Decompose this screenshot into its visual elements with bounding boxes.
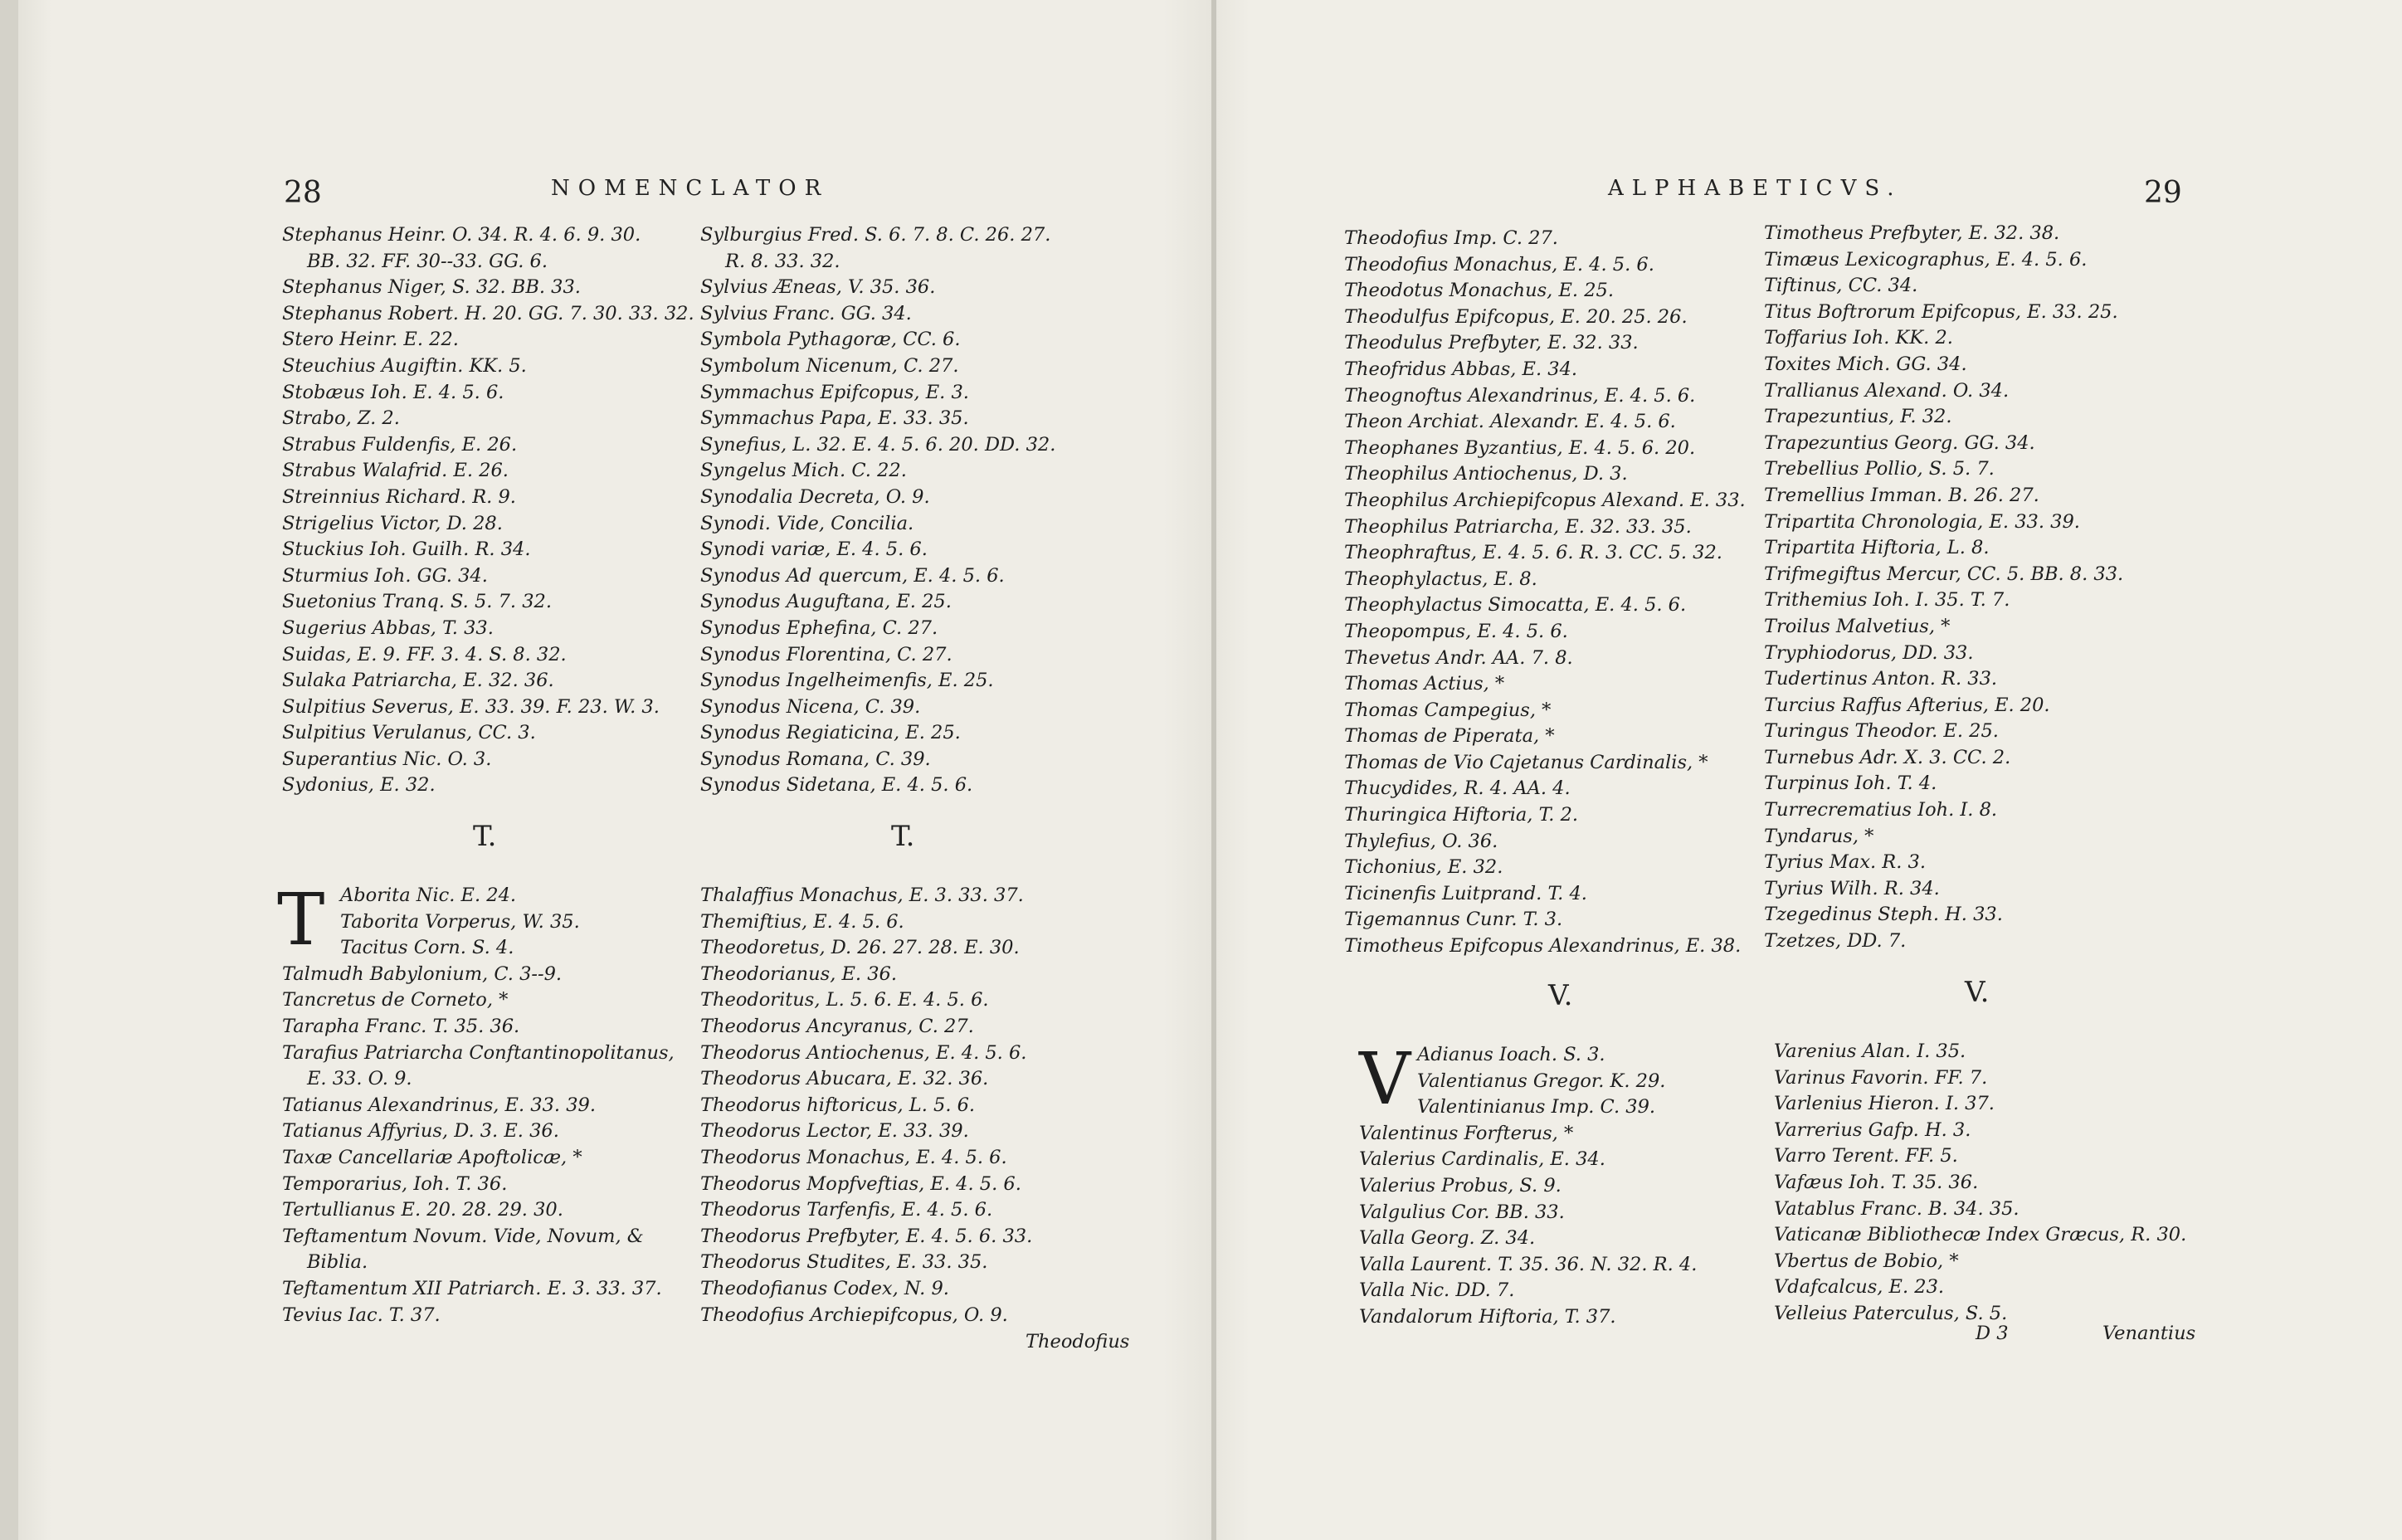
index-entry: Tremellius Imman. B. 26. 27.: [1764, 484, 2039, 506]
index-entry: Theodorus Abucara, E. 32. 36.: [700, 1068, 989, 1090]
index-entry: Theodorus Studites, E. 33. 35.: [700, 1251, 988, 1274]
index-entry: Trithemius Ioh. I. 35. T. 7.: [1764, 589, 2010, 612]
section-letter: T.: [473, 820, 497, 853]
index-entry: Varrerius Gafp. H. 3.: [1774, 1118, 1971, 1141]
index-entry: Theodofius Monachus, E. 4. 5. 6.: [1344, 253, 1654, 275]
index-entry: R. 8. 33. 32.: [725, 250, 840, 272]
index-entry: Tripartita Hiftoria, L. 8.: [1764, 537, 1990, 559]
index-entry: Synodi. Vide, Concilia.: [700, 512, 914, 534]
index-entry: Synodalia Decreta, O. 9.: [700, 485, 930, 508]
index-entry: Theon Archiat. Alexandr. E. 4. 5. 6.: [1344, 411, 1676, 433]
index-entry: BB. 32. FF. 30--33. GG. 6.: [307, 250, 548, 272]
section-letter: V.: [1548, 979, 1573, 1012]
index-column-right-b-t: [1764, 221, 2195, 955]
index-entry: Theodorus Antiochenus, E. 4. 5. 6.: [700, 1041, 1027, 1064]
index-entry: Theodoretus, D. 26. 27. 28. E. 30.: [700, 937, 1020, 959]
index-entry: Tiftinus, CC. 34.: [1764, 275, 1918, 297]
section-letter: V.: [1965, 976, 1990, 1009]
index-entry: Sulaka Patriarcha, E. 32. 36.: [282, 670, 554, 692]
index-entry: Tancretus de Corneto, *: [282, 989, 509, 1011]
index-entry: Vafæus Ioh. T. 35. 36.: [1774, 1171, 1979, 1193]
index-entry: Theofridus Abbas, E. 34.: [1344, 358, 1578, 380]
index-entry: Ticinenfis Luitprand. T. 4.: [1344, 882, 1587, 904]
index-entry: Turingus Theodor. E. 25.: [1764, 720, 1999, 743]
index-entry: Biblia.: [307, 1251, 368, 1274]
index-entry: Theodulus Prefbyter, E. 32. 33.: [1344, 332, 1639, 354]
index-entry: Strabus Walafrid. E. 26.: [282, 460, 509, 482]
index-entry: Thevetus Andr. AA. 7. 8.: [1344, 646, 1573, 669]
index-entry: Valentianus Gregor. K. 29.: [1417, 1070, 1666, 1092]
index-entry: Sulpitius Verulanus, CC. 3.: [282, 722, 536, 744]
index-entry: Theodorus Mopfveftias, E. 4. 5. 6.: [700, 1172, 1021, 1195]
index-entry: Themiftius, E. 4. 5. 6.: [700, 910, 904, 933]
index-entry: Vaticanæ Bibliothecæ Index Græcus, R. 30.: [1774, 1224, 2187, 1246]
index-entry: Syngelus Mich. C. 22.: [700, 460, 907, 482]
index-entry: Vdafcalcus, E. 23.: [1774, 1276, 1945, 1299]
index-entry: Sydonius, E. 32.: [282, 774, 436, 797]
index-entry: Sulpitius Severus, E. 33. 39. F. 23. W. 3.: [282, 695, 660, 718]
index-entry: Theophilus Patriarcha, E. 32. 33. 35.: [1344, 515, 1692, 538]
index-entry: Superantius Nic. O. 3.: [282, 748, 492, 770]
index-entry: Timæus Lexicographus, E. 4. 5. 6.: [1764, 248, 2088, 270]
index-entry: Tatianus Alexandrinus, E. 33. 39.: [282, 1094, 596, 1116]
index-entry: Toxites Mich. GG. 34.: [1764, 353, 1967, 375]
index-entry: Symmachus Epifcopus, E. 3.: [700, 381, 969, 403]
index-entry: Temporarius, Ioh. T. 36.: [282, 1172, 508, 1195]
index-entry: Theophraftus, E. 4. 5. 6. R. 3. CC. 5. 32.: [1344, 542, 1722, 564]
index-entry: Stero Heinr. E. 22.: [282, 329, 459, 351]
index-entry: Theodorus Tarfenfis, E. 4. 5. 6.: [700, 1199, 993, 1221]
index-column-left-b-s: [700, 222, 1132, 799]
index-entry: Turrecrematius Ioh. I. 8.: [1764, 799, 1998, 821]
index-entry: Taxæ Cancellariæ Apoftolicæ, *: [282, 1146, 582, 1168]
index-entry: Stephanus Heinr. O. 34. R. 4. 6. 9. 30.: [282, 224, 641, 246]
index-entry: Thomas Campegius, *: [1344, 699, 1552, 721]
index-entry: Thucydides, R. 4. AA. 4.: [1344, 777, 1571, 800]
index-entry: Tevius Iac. T. 37.: [282, 1304, 441, 1326]
index-entry: Thomas de Vio Cajetanus Cardinalis, *: [1344, 751, 1708, 773]
index-column-left-b-t: [700, 883, 1132, 1328]
right-page: [1216, 0, 2402, 1540]
index-entry: Stephanus Robert. H. 20. GG. 7. 30. 33. 32.: [282, 302, 694, 324]
index-entry: Theodorus Monachus, E. 4. 5. 6.: [700, 1146, 1007, 1168]
index-entry: Tatianus Affyrius, D. 3. E. 36.: [282, 1120, 559, 1143]
index-entry: Vbertus de Bobio, *: [1774, 1250, 1959, 1272]
index-entry: Tyndarus, *: [1764, 825, 1874, 847]
index-entry: Tichonius, E. 32.: [1344, 856, 1503, 879]
index-entry: Suetonius Tranq. S. 5. 7. 32.: [282, 591, 552, 613]
index-entry: Tarapha Franc. T. 35. 36.: [282, 1015, 520, 1037]
index-entry: Sylburgius Fred. S. 6. 7. 8. C. 26. 27.: [700, 224, 1051, 246]
running-head: ALPHABETICVS.: [1608, 176, 1903, 201]
index-entry: Vatablus Franc. B. 34. 35.: [1774, 1197, 2020, 1220]
index-entry: Synodus Florentina, C. 27.: [700, 643, 953, 665]
index-entry: Symbolum Nicenum, C. 27.: [700, 354, 959, 377]
index-entry: Thylefius, O. 36.: [1344, 830, 1498, 852]
index-entry: Theodorus hiftoricus, L. 5. 6.: [700, 1094, 976, 1116]
index-entry: Theodofianus Codex, N. 9.: [700, 1277, 949, 1299]
index-entry: Theodorus Prefbyter, E. 4. 5. 6. 33.: [700, 1225, 1033, 1247]
index-entry: Valla Laurent. T. 35. 36. N. 32. R. 4.: [1359, 1253, 1698, 1275]
catchword: Venantius: [2102, 1323, 2196, 1344]
index-entry: Synodus Romana, C. 39.: [700, 748, 931, 770]
index-column-left-a-t: [282, 883, 697, 1328]
index-entry: Sylvius Franc. GG. 34.: [700, 302, 912, 324]
index-entry: Stuckius Ioh. Guilh. R. 34.: [282, 539, 531, 561]
index-entry: Troilus Malvetius, *: [1764, 615, 1951, 637]
index-entry: Tudertinus Anton. R. 33.: [1764, 668, 1998, 690]
index-entry: Synodus Ingelheimenfis, E. 25.: [700, 670, 994, 692]
index-entry: Turpinus Ioh. T. 4.: [1764, 772, 1937, 795]
index-column-right-a-t: [1344, 226, 1759, 960]
index-entry: Theodoritus, L. 5. 6. E. 4. 5. 6.: [700, 989, 989, 1011]
index-entry: Varenius Alan. I. 35.: [1774, 1040, 1966, 1062]
index-entry: Talmudh Babylonium, C. 3--9.: [282, 962, 563, 985]
index-entry: Timotheus Prefbyter, E. 32. 38.: [1764, 222, 2060, 244]
drop-capital: T: [277, 879, 325, 962]
index-entry: Varinus Favorin. FF. 7.: [1774, 1066, 1988, 1089]
index-entry: Stobæus Ioh. E. 4. 5. 6.: [282, 381, 504, 403]
index-entry: Varlenius Hieron. I. 37.: [1774, 1093, 1995, 1115]
index-entry: Trifmegiftus Mercur, CC. 5. BB. 8. 33.: [1764, 563, 2124, 585]
index-entry: Valla Georg. Z. 34.: [1359, 1227, 1536, 1250]
index-entry: Turcius Raffus Afterius, E. 20.: [1764, 694, 2050, 716]
index-entry: Strabo, Z. 2.: [282, 407, 400, 430]
index-entry: Trapezuntius, F. 32.: [1764, 406, 1952, 428]
index-entry: Toffarius Ioh. KK. 2.: [1764, 327, 1953, 349]
index-entry: Theodulfus Epifcopus, E. 20. 25. 26.: [1344, 305, 1688, 328]
index-entry: Thomas de Piperata, *: [1344, 725, 1555, 748]
index-entry: Synodus Sidetana, E. 4. 5. 6.: [700, 774, 973, 797]
index-entry: Trallianus Alexand. O. 34.: [1764, 379, 2010, 402]
index-entry: Turnebus Adr. X. 3. CC. 2.: [1764, 746, 2011, 768]
index-entry: Trebellius Pollio, S. 5. 7.: [1764, 458, 1995, 480]
index-entry: Theophilus Archiepifcopus Alexand. E. 33.: [1344, 489, 1746, 511]
left-page: [18, 0, 1213, 1540]
index-entry: Thomas Actius, *: [1344, 673, 1505, 695]
index-entry: E. 33. O. 9.: [307, 1068, 412, 1090]
index-entry: Sugerius Abbas, T. 33.: [282, 616, 494, 639]
index-entry: Theodofius Imp. C. 27.: [1344, 227, 1558, 249]
drop-capital: V: [1359, 1038, 1411, 1121]
index-entry: Theopompus, E. 4. 5. 6.: [1344, 620, 1568, 642]
signature-mark: D 3: [1976, 1323, 2009, 1344]
index-entry: Timotheus Epifcopus Alexandrinus, E. 38.: [1344, 935, 1742, 958]
index-entry: Steuchius Augiftin. KK. 5.: [282, 354, 527, 377]
index-entry: Synodus Ad quercum, E. 4. 5. 6.: [700, 564, 1005, 587]
index-entry: Tertullianus E. 20. 28. 29. 30.: [282, 1199, 563, 1221]
catchword: Theodofius: [1026, 1331, 1130, 1352]
section-letter: T.: [891, 820, 915, 853]
index-entry: Theophylactus Simocatta, E. 4. 5. 6.: [1344, 594, 1687, 616]
index-entry: Tyrius Max. R. 3.: [1764, 851, 1927, 874]
page-number: 29: [2144, 176, 2182, 210]
index-entry: Tyrius Wilh. R. 34.: [1764, 877, 1940, 899]
index-entry: Taborita Vorperus, W. 35.: [340, 910, 580, 933]
index-entry: Synodus Regiaticina, E. 25.: [700, 722, 961, 744]
index-entry: Teftamentum Novum. Vide, Novum, &: [282, 1225, 644, 1247]
index-entry: Trapezuntius Georg. GG. 34.: [1764, 431, 2035, 454]
index-entry: Synefius, L. 32. E. 4. 5. 6. 20. DD. 32.: [700, 433, 1056, 456]
page-number: 28: [284, 176, 322, 210]
index-entry: Tzetzes, DD. 7.: [1764, 930, 1907, 953]
index-entry: Valerius Probus, S. 9.: [1359, 1174, 1562, 1196]
index-entry: Symmachus Papa, E. 33. 35.: [700, 407, 969, 430]
index-entry: Adianus Ioach. S. 3.: [1417, 1044, 1605, 1065]
index-entry: Synodus Auguftana, E. 25.: [700, 591, 952, 613]
running-head: NOMENCLATOR: [551, 176, 830, 201]
index-column-right-b-v: [1774, 1039, 2222, 1328]
index-entry: Theodotus Monachus, E. 25.: [1344, 280, 1614, 302]
index-entry: Stephanus Niger, S. 32. BB. 33.: [282, 276, 581, 299]
index-column-right-a-v: [1359, 1038, 1774, 1331]
index-entry: Symbola Pythagoræ, CC. 6.: [700, 329, 961, 351]
index-entry: Aborita Nic. E. 24.: [340, 885, 517, 906]
index-entry: Tripartita Chronologia, E. 33. 39.: [1764, 510, 2080, 533]
index-entry: Strabus Fuldenfis, E. 26.: [282, 433, 518, 456]
index-entry: Synodi variæ, E. 4. 5. 6.: [700, 539, 928, 561]
index-entry: Valerius Cardinalis, E. 34.: [1359, 1148, 1605, 1171]
index-entry: Sylvius Æneas, V. 35. 36.: [700, 276, 936, 299]
index-entry: Varro Terent. FF. 5.: [1774, 1145, 1958, 1167]
index-entry: Streinnius Richard. R. 9.: [282, 485, 516, 508]
index-entry: Valentinianus Imp. C. 39.: [1417, 1096, 1656, 1118]
index-entry: Titus Boftrorum Epifcopus, E. 33. 25.: [1764, 300, 2118, 323]
index-entry: Tarafius Patriarcha Conftantinopolitanus,: [282, 1041, 675, 1064]
index-entry: Tigemannus Cunr. T. 3.: [1344, 909, 1563, 931]
index-entry: Theophanes Byzantius, E. 4. 5. 6. 20.: [1344, 436, 1696, 459]
index-column-left-a-s: [282, 222, 697, 799]
index-entry: Tzegedinus Steph. H. 33.: [1764, 904, 2003, 926]
index-entry: Valentinus Forfterus, *: [1359, 1122, 1574, 1144]
index-entry: Theophylactus, E. 8.: [1344, 568, 1537, 590]
index-entry: Theophilus Antiochenus, D. 3.: [1344, 463, 1628, 485]
index-entry: Valgulius Cor. BB. 33.: [1359, 1201, 1565, 1223]
index-entry: Theodorianus, E. 36.: [700, 962, 898, 985]
index-entry: Synodus Ephefina, C. 27.: [700, 616, 938, 639]
index-entry: Theodofius Archiepifcopus, O. 9.: [700, 1304, 1008, 1326]
index-entry: Theodorus Ancyranus, C. 27.: [700, 1015, 974, 1037]
index-entry: Tryphiodorus, DD. 33.: [1764, 641, 1974, 664]
index-entry: Thuringica Hiftoria, T. 2.: [1344, 804, 1579, 826]
index-entry: Suidas, E. 9. FF. 3. 4. S. 8. 32.: [282, 643, 567, 665]
index-entry: Thalaffius Monachus, E. 3. 33. 37.: [700, 885, 1024, 906]
index-entry: Synodus Nicena, C. 39.: [700, 695, 921, 718]
index-entry: Theognoftus Alexandrinus, E. 4. 5. 6.: [1344, 384, 1696, 407]
index-entry: Vandalorum Hiftoria, T. 37.: [1359, 1305, 1616, 1328]
index-entry: Teftamentum XII Patriarch. E. 3. 33. 37.: [282, 1277, 662, 1299]
index-entry: Valla Nic. DD. 7.: [1359, 1279, 1515, 1302]
index-entry: Strigelius Victor, D. 28.: [282, 512, 503, 534]
index-entry: Theodorus Lector, E. 33. 39.: [700, 1120, 969, 1143]
index-entry: Tacitus Corn. S. 4.: [340, 937, 514, 959]
index-entry: Velleius Paterculus, S. 5.: [1774, 1302, 2008, 1324]
index-entry: Sturmius Ioh. GG. 34.: [282, 564, 488, 587]
